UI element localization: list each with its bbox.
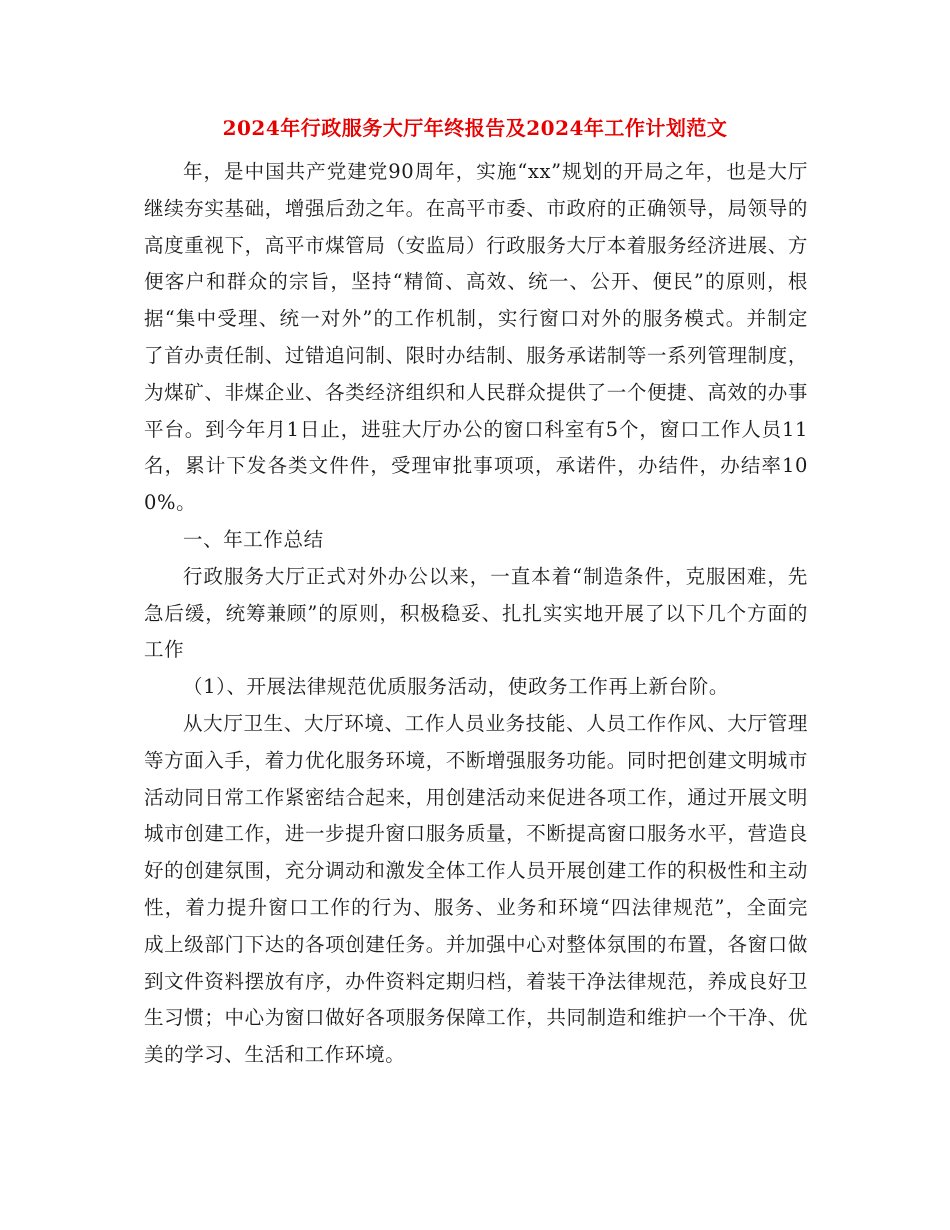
paragraph-intro: 年，是中国共产党建党90周年，实施“xx”规划的开局之年，也是大厅继续夯实基础，增强后劲之年。在高平市委、市政府的正确领导，局领导的高度重视下，高平市煤管局（安监局）行政服务大厅本着服务经济进展、方便客户和群众的宗旨，坚持“精简、高效、统一、公开、便民”的原则，根据“集中受理、统一对外”的工作机制，实行窗口对外的服务模式。并制定了首办责任制、过错追问制、限时办结制、服务承诺制等一系列管理制度，为煤矿、非煤企业、各类经济组织和人民群众提供了一个便捷、高效的办事平台。到今年月1日止，进驻大厅办公的窗口科室有5个，窗口工作人员11名，累计下发各类文件件，受理审批事项项，承诺件，办结件，办结率100%。 <box>144 160 808 515</box>
document-body <box>144 154 808 1074</box>
section-heading: 一、年工作总结 <box>183 527 324 551</box>
subsection-heading: （1）、开展法律规范优质服务活动，使政务工作再上新台阶。 <box>183 675 729 699</box>
paragraph-summary: 行政服务大厅正式对外办公以来，一直本着“制造条件，克服困难，先急后缓，统筹兼顾”的原则，积极稳妥、扎扎实实地开展了以下几个方面的工作 <box>144 564 808 662</box>
paragraph-details: 从大厅卫生、大厅环境、工作人员业务技能、人员工作作风、大厅管理等方面入手，着力优化服务环境，不断增强服务功能。同时把创建文明城市活动同日常工作紧密结合起来，用创建活动来促进各项工作，通过开展文明城市创建工作，进一步提升窗口服务质量，不断提高窗口服务水平，营造良好的创建氛围，充分调动和激发全体工作人员开展创建工作的积极性和主动性，着力提升窗口工作的行为、服务、业务和环境“四法律规范”，全面完成上级部门下达的各项创建任务。并加强中心对整体氛围的布置，各窗口做到文件资料摆放有序，办件资料定期归档，着装干净法律规范，养成良好卫生习惯；中心为窗口做好各项服务保障工作，共同制造和维护一个干净、优美的学习、生活和工作环境。 <box>144 711 808 1067</box>
document-title: 2024年行政服务大厅年终报告及2024年工作计划范文 <box>222 116 728 140</box>
